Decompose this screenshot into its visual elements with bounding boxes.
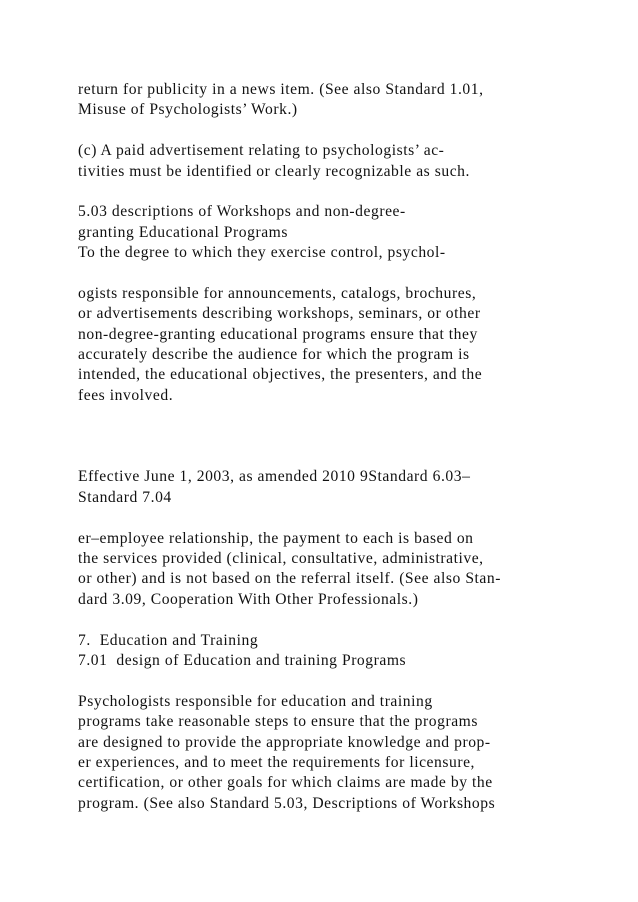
text-line: the services provided (clinical, consultative, administrative, [78,549,484,567]
text-line: intended, the educational objectives, the presenters, and the [78,366,483,384]
text-line: or advertisements describing workshops, seminars, or other [78,305,481,323]
blank-line [78,406,618,426]
text-line: ogists responsible for announcements, catalogs, brochures, [78,284,477,302]
text-line: programs take reasonable steps to ensure that the programs [78,713,478,731]
blank-line [78,610,618,630]
text-line: er experiences, and to meet the requirements for licensure, [78,753,476,771]
text-line: tivities must be identified or clearly recognizable as such. [78,162,470,180]
page-footer-text: Effective June 1, 2003, as amended 2010 9Standard 6.03– [78,468,471,486]
section-heading: granting Educational Programs [78,223,288,241]
text-line: Psychologists responsible for education and training [78,692,433,710]
blank-line [78,427,618,447]
text-line: are designed to provide the appropriate knowledge and prop- [78,733,491,751]
text-line: accurately describe the audience for which the program is [78,346,470,364]
document-body [78,80,618,814]
text-line: program. (See also Standard 5.03, Descriptions of Workshops [78,794,496,812]
blank-line [78,121,618,141]
page-footer-text: Standard 7.04 [78,488,172,506]
text-line: non-degree-granting educational programs ensure that they [78,325,478,343]
blank-line [78,182,618,202]
text-line: certification, or other goals for which claims are made by the [78,774,493,792]
text-line: er–employee relationship, the payment to each is based on [78,529,474,547]
blank-line [78,264,618,284]
section-heading: 5.03 descriptions of Workshops and non-degree- [78,203,406,221]
blank-line [78,508,618,528]
text-line: dard 3.09, Cooperation With Other Professionals.) [78,590,419,608]
section-heading: 7.01 design of Education and training Programs [78,651,407,669]
text-line: To the degree to which they exercise control, psychol- [78,244,446,262]
text-line: Misuse of Psychologists’ Work.) [78,101,298,119]
text-line: or other) and is not based on the referral itself. (See also Stan- [78,570,501,588]
section-heading: 7. Education and Training [78,631,259,649]
text-line: fees involved. [78,386,174,404]
blank-line [78,447,618,467]
text-line: return for publicity in a news item. (See also Standard 1.01, [78,81,484,98]
text-line: (c) A paid advertisement relating to psychologists’ ac- [78,142,445,160]
blank-line [78,671,618,691]
